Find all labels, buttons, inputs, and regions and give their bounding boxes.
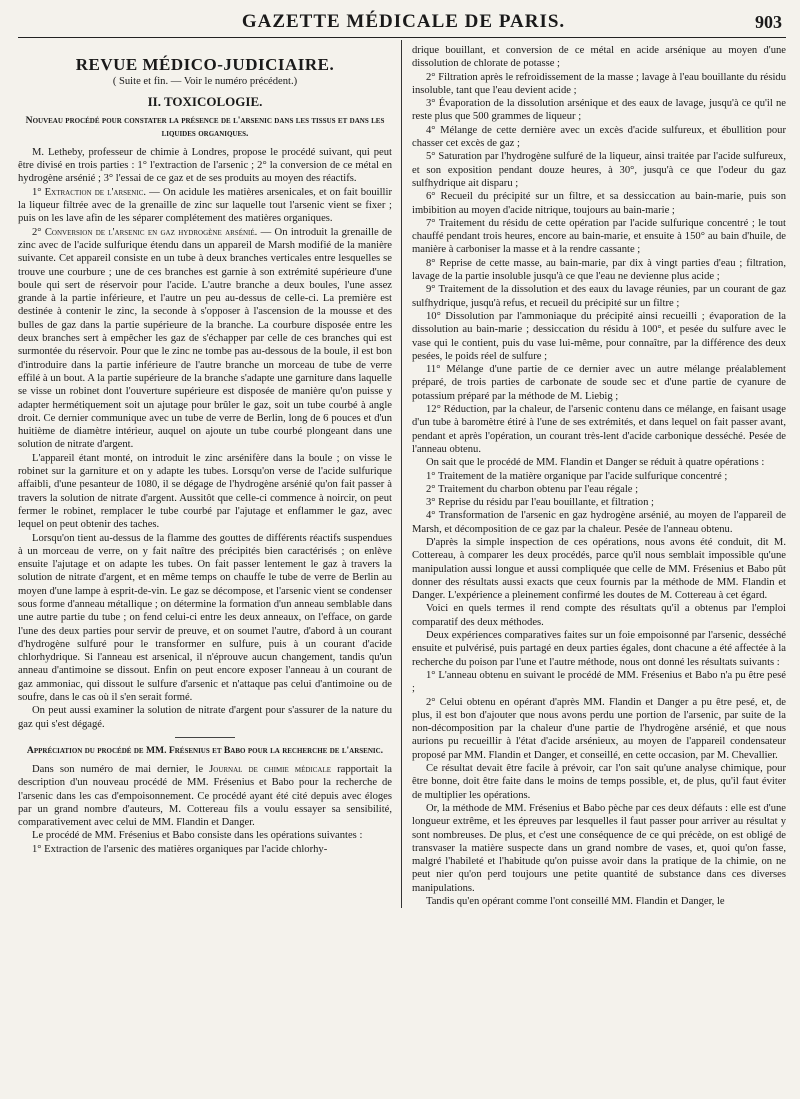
list-item: 9° Traitement de la dissolution et des eaux du lavage réunies, par un courant de gaz sulfhydrique, jusqu'à refus, et recueil du précipité sur un filtre ; bbox=[412, 284, 786, 309]
paragraph: 1° Extraction de l'arsenic des matières organiques par l'acide chlorhy- bbox=[32, 843, 328, 855]
paragraph-text: rapportait la description d'un nouveau procédé de MM. Frésenius et Babo pour la recherche de l'arsenic dans les cas d'empoisonnement. Ce procédé ayant été cité depuis avec éloges par un grand nombre d'auteurs, M. Cottereau fils a voulu essayer sa sensibilité, comparativement avec celui de MM. Flandin et Danger. bbox=[18, 763, 392, 829]
list-item: 12° Réduction, par la chaleur, de l'arsenic contenu dans ce mélange, en faisant usage d'un tube à baromètre étiré à l'une de ses extrémités, et dans lequel on fait passer avant, pendant et après l'opération, un courant très-lent d'acide carbonique desséché. Pesée de l'anneau obtenu. bbox=[412, 404, 786, 455]
paragraph: Deux expériences comparatives faites sur un foie empoisonné par l'arsenic, desséché ensuite et pulvérisé, puis partagé en deux parties égales, dont chacune a été affectée à la recherche du poison par l'une et l'autre méthode, nous ont donné les résultats suivants : bbox=[412, 630, 786, 668]
list-item: 4° Transformation de l'arsenic en gaz hydrogène arsénié, au moyen de l'appareil de Marsh, et décomposition de ce gaz par la chaleur. Pesée de l'anneau obtenu. bbox=[412, 510, 786, 535]
paragraph: On sait que le procédé de MM. Flandin et Danger se réduit à quatre opérations : bbox=[426, 457, 765, 469]
list-item: 6° Recueil du précipité sur un filtre, et sa dessiccation au bain-marie, puis son imbibition au moyen d'acide nitrique, toujours au bain-marie ; bbox=[412, 191, 786, 216]
paragraph bbox=[18, 763, 392, 829]
section-title: II. TOXICOLOGIE. bbox=[147, 93, 263, 109]
article-title-arsenic: Nouveau procédé pour constater la présence de l'arsenic dans les tissus et dans les liquides organiques. bbox=[25, 114, 385, 139]
list-item: 7° Traitement du résidu de cette opération par l'acide sulfurique concentré ; le tout chauffé pendant trois heures, encore au bain-marie, et ensuite à 150° au bain d'huile, de manière à carboniser la masse et à la rendre cassante ; bbox=[412, 217, 786, 256]
left-column bbox=[18, 44, 402, 908]
article-title-appreciation: Appréciation du procédé de MM. Frésenius et Babo pour la recherche de l'arsenic. bbox=[26, 744, 384, 756]
paragraph bbox=[18, 186, 392, 226]
paragraph-text: — On acidule les matières arsenicales, et on fait bouillir la liqueur filtrée avec de la grenaille de zinc sur laquelle tout l'arsenic vient se fixer ; puis on les lave afin de les séparer complétement des matières organiques. bbox=[18, 186, 392, 225]
list-item: 2° Celui obtenu en opérant d'après MM. Flandin et Danger a pu être pesé, et, de plus, il est bon d'ajouter que nous avons perdu une portion de l'arsenic, par suite de la non-décomposition par la chaleur d'une partie de l'hydrogène arsénié, et que nous aurions pu recueillir à l'état d'acide arsénieux, au moyen de l'appareil condensateur proposé par MM. Flandin et Danger, et conseillé, en cette occasion, par M. Chevallier. bbox=[412, 696, 786, 761]
subheading: 2° Conversion de l'arsenic en gaz hydrogène arsénié. bbox=[32, 226, 258, 238]
revue-title: REVUE MÉDICO-JUDICIAIRE. bbox=[75, 55, 335, 74]
article-columns bbox=[18, 44, 786, 908]
list-item: 1° Traitement de la matière organique par l'acide sulfurique concentré ; bbox=[426, 470, 728, 482]
paragraph: Or, la méthode de MM. Frésenius et Babo pèche par ces deux défauts : elle est d'une longueur extrême, et les épreuves par lesquelles il faut passer pour arriver au résultat y sont nombreuses. De plus, et c'est une conséquence de ce qui précède, on est obligé de transvaser la matière suspecte dans un grand nombre de vases, et, quoi qu'on fasse, malgré l'habileté et l'habitude qu'on puisse avoir dans la pratique de la chimie, on ne peut nier qu'on perd toujours une petite quantité de substance dans ces diverses manipulations. bbox=[412, 802, 786, 894]
paragraph: drique bouillant, et conversion de ce métal en acide arsénique au moyen d'une dissolution de chlorate de potasse ; bbox=[412, 45, 786, 70]
paragraph: Lorsqu'on tient au-dessus de la flamme des gouttes de différents réactifs suspendues à un morceau de verre, on y fait naître des précipités bien caractérisés ; on enlève ensuite l'ajutage et on adapte les tubes. On fait passer lentement le gaz à travers la solution de nitrate d'argent, et en même temps on chauffe le tube de verre de Berlin au moyen d'une lampe à esprit-de-vin. Le gaz se décompose, et l'arsenic vient se condenser sous forme d'anneau métallique ; on détermine la formation d'un anneau semblable dans une autre partie du tube ; on fend celui-ci entre les deux anneaux, on l'efface, on garde l'une des deux parties pour servir de preuve, et on soumet l'autre, d'abord à un courant d'hydrogène sulfuré pour le transformer en sulfure, puis à un courant d'acide chlorhydrique. Si l'anneau est arsenical, il n'éprouve aucun changement, tandis qu'un anneau d'antimoine se dissout. Enfin on peut encore exposer l'anneau à un courant de gaz ammoniac, qui dissout le sulfure d'arsenic et n'attaque pas celui d'antimoine ou de soufre, dans le cas où il s'en serait formé. bbox=[18, 532, 392, 704]
list-item: 3° Évaporation de la dissolution arsénique et des eaux de lavage, jusqu'à ce qu'il ne reste plus que 500 grammes de liqueur ; bbox=[412, 98, 786, 123]
paragraph-text: — On introduit la grenaille de zinc avec de l'acide sulfurique étendu dans un appareil de Marsh modifié de la manière suivante. Cet appareil consiste en un tube à deux branches verticales entre lesquelles se trouve une courbure ; une de ces branches est garnie à son extrémité supérieure d'une boule qui sert de réservoir pour l'acide. L'autre branche a deux boules, l'une assez grande à la partie inférieure, et l'autre un peu au-dessus de celle-ci. La première est destinée à contenir le zinc, la seconde à s'opposer à l'ascension de la mousse et des bulles de gaz dans la partie supérieure de la branche. La courbure disposée entre les deux branches sert à empêcher les gaz de s'échapper par celle de ces branches qui est surmontée du réservoir. Pour que le zinc ne tombe pas au-dessous de la boule, il est bon d'introduire dans la partie inférieure de l'autre branche un morceau de tube de verre effilé à un bout. A la partie supérieure de la branche s'adapte une garniture dans laquelle se visse un robinet dont l'ouverture supérieure est disposée de manière qu'on puisse y adapter hermétiquement soit un ajutage pour brûler le gaz, soit un tube courbé à angle droit. Ce dernier communique avec un tube de verre de Berlin, long de 6 pouces et d'un huitième de diamètre intérieur, auquel on ajoute un tube courbé plongeant dans une solution de nitrate d'argent. bbox=[18, 226, 393, 451]
paragraph: Voici en quels termes il rend compte des résultats qu'il a obtenus par l'emploi comparatif des deux méthodes. bbox=[412, 603, 786, 628]
page-header bbox=[18, 0, 786, 38]
subheading: 1° Extraction de l'arsenic. bbox=[32, 186, 147, 198]
separator bbox=[175, 737, 235, 738]
list-item: 8° Reprise de cette masse, au bain-marie, par dix à vingt parties d'eau ; filtration, lavage de la partie insoluble jusqu'à ce que l'eau ne devienne plus acide ; bbox=[412, 257, 786, 283]
paragraph: Tandis qu'en opérant comme l'ont conseillé MM. Flandin et Danger, le bbox=[426, 896, 725, 907]
list-item: 3° Reprise du résidu par l'eau bouillante, et filtration ; bbox=[426, 497, 654, 509]
journal-title: GAZETTE MÉDICALE DE PARIS. bbox=[241, 11, 566, 32]
paragraph: Le procédé de MM. Frésenius et Babo consiste dans les opérations suivantes : bbox=[32, 830, 363, 842]
column-divider bbox=[401, 40, 402, 908]
list-item: 1° L'anneau obtenu en suivant le procédé de MM. Frésenius et Babo n'a pu être pesé ; bbox=[412, 669, 786, 695]
list-item: 10° Dissolution par l'ammoniaque du précipité ainsi recueilli ; évaporation de la dissolution au bain-marie ; dessiccation du résidu à 100°, et pesée du sulfure avec le vase qui le contient, puis du vase lui-même, pour connaître, par la différence des deux pesées, le poids réel de sulfure ; bbox=[412, 310, 786, 362]
list-item: 11° Mélange d'une partie de ce dernier avec un autre mélange préalablement préparé, de trois parties de carbonate de soude sec et d'une partie de cyanure de potassium préparé par la méthode de M. Liebig ; bbox=[412, 364, 786, 402]
journal-reference: Journal de chimie médicale bbox=[209, 763, 332, 775]
paragraph bbox=[18, 226, 392, 452]
paragraph-text: Dans son numéro de mai dernier, le bbox=[32, 763, 210, 775]
page-number: 903 bbox=[755, 12, 782, 32]
list-item: 2° Filtration après le refroidissement de la masse ; lavage à l'eau bouillante du résidu insoluble, tant que l'eau devient acide ; bbox=[412, 71, 786, 96]
paragraph: On peut aussi examiner la solution de nitrate d'argent pour s'assurer de la nature du gaz qui s'est dégagé. bbox=[18, 705, 392, 730]
list-item: 5° Saturation par l'hydrogène sulfuré de la liqueur, ainsi traitée par l'acide sulfureux, et son exposition pendant douze heures, à 30°, jusqu'à ce que l'odeur du gaz sulfhydrique ait disparu ; bbox=[412, 151, 786, 189]
paragraph: L'appareil étant monté, on introduit le zinc arsénifère dans la boule ; on visse le robinet sur la garniture et on y adapte les tubes. Lorsqu'on verse de l'acide sulfurique affaibli, d'une pesanteur de 1080, il se dégage de l'hydrogène arsénié qu'on fait passer à travers la solution de nitrate d'argent. Aussitôt que celle-ci commence à noircir, on peut fermer le robinet, remplacer le tube courbé par l'ajutage et enflammer le gaz, avec lequel on peut obtenir des taches. bbox=[18, 452, 392, 531]
paragraph: Ce résultat devait être facile à prévoir, car l'on sait qu'une analyse chimique, pour être bonne, doit être faite dans le moins de temps possible, et, de plus, qu'il faut éviter de multiplier les opérations. bbox=[412, 763, 786, 801]
right-column bbox=[402, 44, 786, 908]
paragraph: M. Letheby, professeur de chimie à Londres, propose le procédé suivant, qui peut être divisé en trois parties : 1° l'extraction de l'arsenic ; 2° la conversion de ce métal en hydrogène arsénié ; 3° l'essai de ce gaz et de ses produits au moyen des réactifs. bbox=[18, 146, 392, 185]
paragraph: D'après la simple inspection de ces opérations, nous avons été conduit, dit M. Cottereau, à comparer les deux procédés, parce qu'il nous semblait impossible qu'une manipulation aussi longue et aussi compliquée que celle de MM. Frésenius et Babo pût donner des résultats aussi exacts que ceux fournis par la méthode de MM. Flandin et Danger. L'expérience a pleinement confirmé les doutes de M. Cottereau à cet égard. bbox=[412, 536, 786, 602]
list-item: 2° Traitement du charbon obtenu par l'eau régale ; bbox=[426, 483, 639, 495]
revue-subtitle: ( Suite et fin. — Voir le numéro précédent.) bbox=[112, 76, 298, 88]
list-item: 4° Mélange de cette dernière avec un excès d'acide sulfureux, et ébullition pour chasser cet excès de gaz ; bbox=[412, 124, 786, 150]
